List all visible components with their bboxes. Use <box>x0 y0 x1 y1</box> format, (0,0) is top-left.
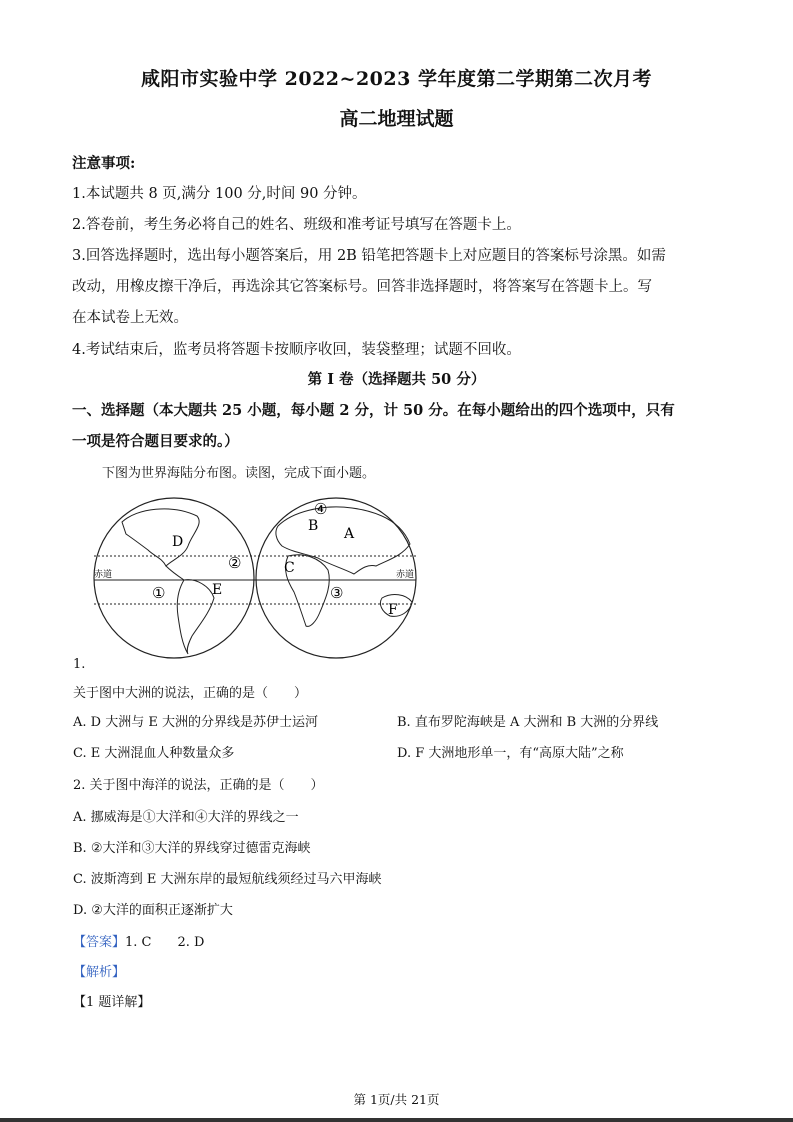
notice-line-2: 2.答卷前，考生务必将自己的姓名、班级和准考证号填写在答题卡上。 <box>72 217 521 233</box>
western-hemisphere-outline <box>94 498 254 658</box>
detail-label: 【1 题详解】 <box>73 995 151 1010</box>
notice-line-3: 3.回答选择题时，选出每小题答案后，用 2B 铅笔把答题卡上对应题目的答案标号涂黑。如需 <box>72 248 666 264</box>
page-footer: 第 1页/共 21页 <box>353 1092 440 1107</box>
label-a: A <box>344 526 355 542</box>
q2-option-c: C. 波斯湾到 E 大洲东岸的最短航线须经过马六甲海峡 <box>73 872 382 887</box>
answer-label: 【答案】 <box>73 935 126 950</box>
label-ocean-4: ④ <box>314 500 328 518</box>
south-america-outline <box>177 580 214 654</box>
section-instruction-2: 一项是符合题目要求的。） <box>72 433 239 450</box>
label-ocean-2: ② <box>228 554 242 572</box>
label-d: D <box>172 534 184 550</box>
answer-line <box>73 931 204 950</box>
notice-line-1: 1.本试题共 8 页,满分 100 分,时间 90 分钟。 <box>72 186 367 202</box>
section-title: 第 I 卷（选择题共 50 分） <box>307 371 486 388</box>
q1-option-b: B. 直布罗陀海峡是 A 大洲和 B 大洲的分界线 <box>397 715 659 730</box>
label-ocean-3: ③ <box>330 584 344 602</box>
label-e: E <box>212 582 223 598</box>
notice-line-4: 改动，用橡皮擦干净后，再选涂其它答案标号。回答非选择题时，将答案写在答题卡上。写 <box>72 279 652 295</box>
q1-stem: 关于图中大洲的说法，正确的是（ ） <box>73 686 308 701</box>
q1-option-d: D. F 大洲地形单一，有“高原大陆”之称 <box>397 746 624 761</box>
label-c: C <box>284 560 295 576</box>
eurasia-outline <box>276 507 410 574</box>
page-title: 咸阳市实验中学 2022~2023 学年度第二学期第二次月考 <box>141 68 652 90</box>
q1-option-c: C. E 大洲混血人种数量众多 <box>73 746 235 761</box>
q2-option-a: A. 挪威海是①大洋和④大洋的界线之一 <box>73 810 299 825</box>
notice-line-6: 4.考试结束后，监考员将答题卡按顺序收回，装袋整理；试题不回收。 <box>72 342 521 358</box>
central-america-outline <box>166 566 184 580</box>
equator-label-left: 赤道 <box>94 570 113 580</box>
figure-caption: 下图为世界海陆分布图。读图，完成下面小题。 <box>102 466 376 481</box>
q2-stem: 2. 关于图中海洋的说法，正确的是（ ） <box>73 778 324 793</box>
label-ocean-1: ① <box>152 584 166 602</box>
label-f: F <box>388 602 398 618</box>
notice-heading: 注意事项: <box>72 155 136 172</box>
q2-option-d: D. ②大洋的面积正逐渐扩大 <box>73 903 233 918</box>
page-subtitle: 高二地理试题 <box>339 108 454 130</box>
north-america-outline <box>122 509 199 566</box>
answer-text: 1. C 2. D <box>125 935 205 950</box>
equator-label-right: 赤道 <box>396 570 415 580</box>
section-instruction-1: 一、选择题（本大题共 25 小题，每小题 2 分，计 50 分。在每小题给出的四个选项中，只有 <box>72 402 675 419</box>
world-map-figure <box>92 494 418 662</box>
analysis-label: 【解析】 <box>73 965 126 980</box>
bottom-rule <box>0 1118 793 1122</box>
q1-number: 1. <box>73 657 86 672</box>
label-b: B <box>308 518 319 534</box>
notice-line-5: 在本试卷上无效。 <box>72 310 188 326</box>
q2-option-b: B. ②大洋和③大洋的界线穿过德雷克海峡 <box>73 841 311 856</box>
q1-option-a: A. D 大洲与 E 大洲的分界线是苏伊士运河 <box>73 715 318 730</box>
